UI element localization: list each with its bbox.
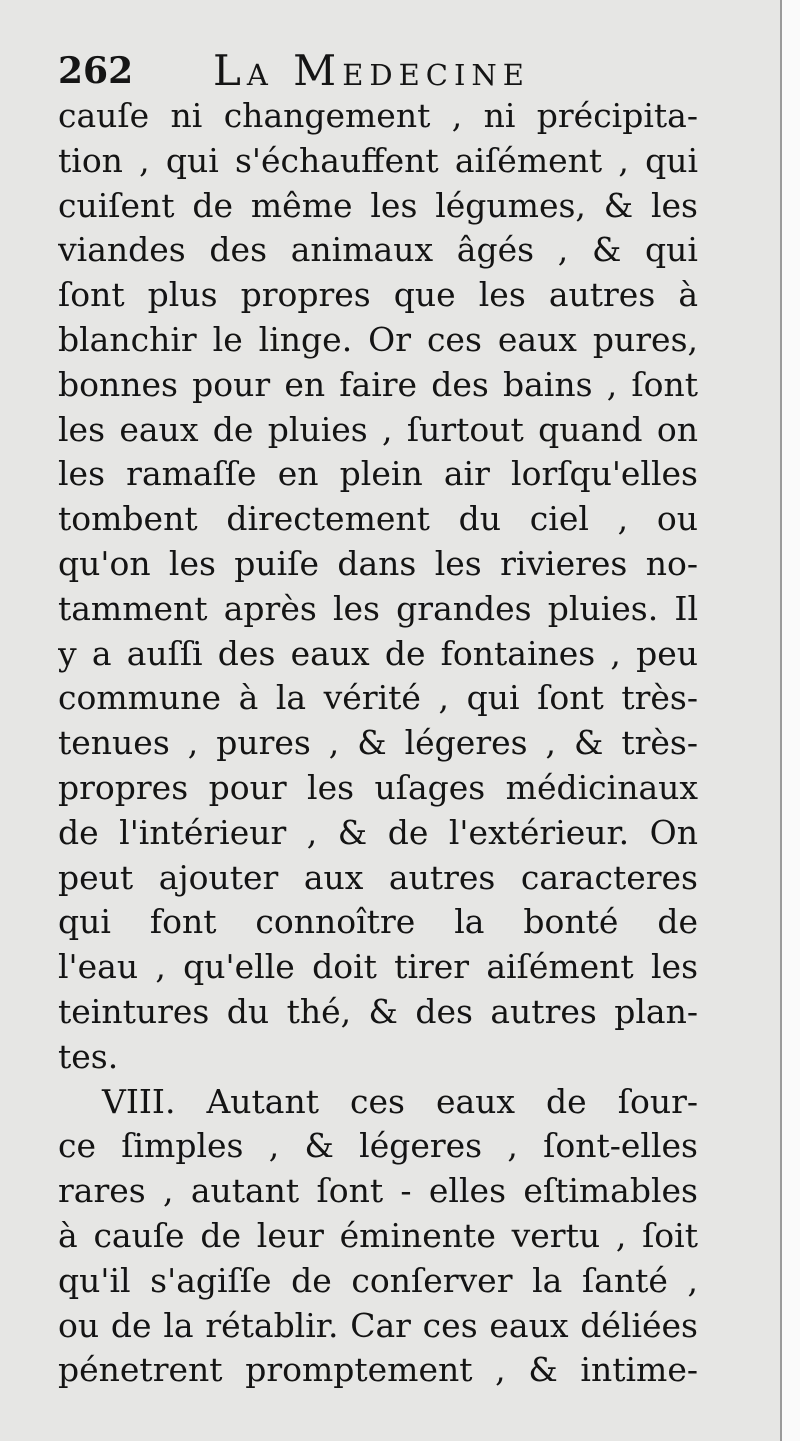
- text-line: qu'il s'agiſſe de conſerver la ſanté ,: [58, 1260, 698, 1300]
- text-line: teintures du thé, & des autres plan-: [58, 991, 698, 1031]
- text-line: ou de la rétablir. Car ces eaux déliées: [58, 1305, 698, 1345]
- text-line: qui font connoître la bonté de: [58, 902, 698, 942]
- text-line: les eaux de pluies , ſurtout quand on: [58, 409, 698, 449]
- page-edge: [780, 0, 800, 1441]
- text-line: bonnes pour en faire des bains , ſont: [58, 364, 698, 404]
- text-line: de l'intérieur , & de l'extérieur. On: [58, 812, 698, 852]
- running-title: La Medecine: [213, 46, 530, 95]
- text-line: l'eau , qu'elle doit tirer aiſément les: [58, 947, 698, 987]
- section-start-line: VIII. Autant ces eaux de ſour-: [102, 1081, 698, 1121]
- text-line: y a auſſi des eaux de fontaines , peu: [58, 633, 698, 673]
- page-number: 262: [58, 50, 134, 92]
- text-line: qu'on les puiſe dans les rivieres no-: [58, 543, 698, 583]
- text-line: tes.: [58, 1036, 119, 1076]
- text-line: cuiſent de même les légumes, & les: [58, 185, 698, 225]
- text-line: blanchir le linge. Or ces eaux pures,: [58, 319, 698, 359]
- text-line: à cauſe de leur éminente vertu , ſoit: [58, 1215, 698, 1255]
- text-line: commune à la vérité , qui ſont très-: [58, 678, 698, 718]
- text-line: ſont plus propres que les autres à: [58, 275, 698, 315]
- text-line: tion , qui s'échauffent aiſément , qui: [58, 140, 698, 180]
- text-line: tenues , pures , & légeres , & très-: [58, 723, 698, 763]
- text-line: tamment après les grandes pluies. Il: [58, 588, 698, 628]
- text-line: cauſe ni changement , ni précipita-: [58, 96, 698, 135]
- body-text: [58, 94, 698, 1393]
- text-line: viandes des animaux âgés , & qui: [58, 230, 698, 270]
- text-line: ce ſimples , & légeres , ſont-elles: [58, 1126, 698, 1166]
- text-line: peut ajouter aux autres caracteres: [58, 857, 698, 897]
- text-line: rares , autant ſont - elles eſtimables: [58, 1171, 698, 1211]
- text-line: propres pour les uſages médicinaux: [58, 767, 698, 807]
- text-line: pénetrent promptement , & intime-: [58, 1350, 698, 1390]
- text-line: les ramaſſe en plein air lorſqu'elles: [58, 454, 698, 494]
- page-header: [58, 44, 698, 95]
- text-line: tombent directement du ciel , ou: [58, 499, 698, 539]
